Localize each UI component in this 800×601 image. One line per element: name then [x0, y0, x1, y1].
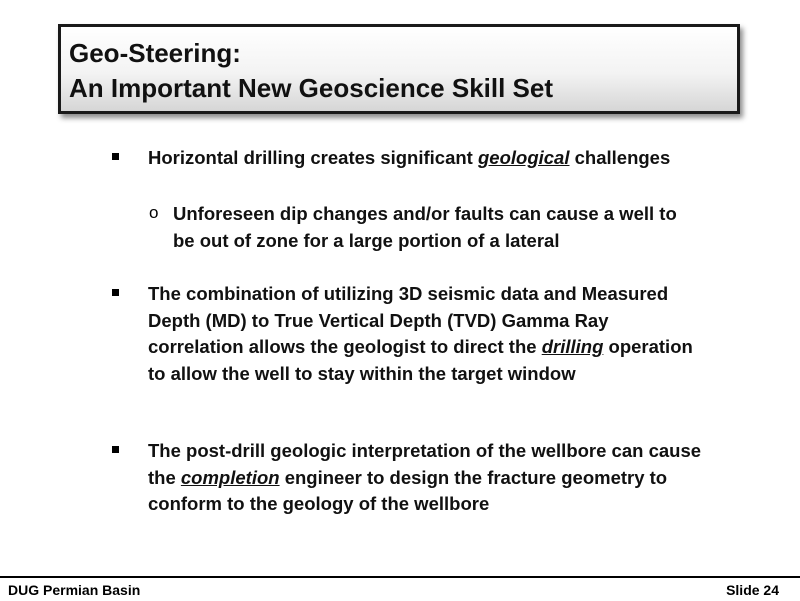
footer-slide-number: Slide 24 — [726, 582, 779, 598]
bullet-text-part: operation to allow the well to stay within the target window — [148, 336, 693, 384]
bullet-text-part: Horizontal drilling creates significant — [148, 147, 478, 168]
slide-title-line-2: An Important New Geoscience Skill Set — [69, 73, 554, 103]
sub-bullet-dip-changes — [149, 201, 703, 254]
bullet-text — [148, 145, 708, 172]
bullet-text-part: The post-drill geologic interpretation of the wellbore can cause the — [148, 440, 702, 488]
square-bullet-icon — [112, 289, 119, 296]
bullet-text — [148, 438, 708, 518]
sub-bullet-text: Unforeseen dip changes and/or faults can cause a well to be out of zone for a large portion of a lateral — [173, 203, 677, 251]
bullet-text-part: engineer to design the fracture geometry to conform to the geology of the wellbore — [148, 466, 668, 514]
emphasis-geological: geological — [477, 147, 570, 168]
square-bullet-icon — [112, 446, 119, 453]
bullet-3d-seismic — [148, 281, 708, 387]
bullet-horizontal-drilling — [148, 145, 708, 172]
bullet-text-part: challenges — [569, 147, 671, 168]
emphasis-completion: completion — [180, 466, 280, 488]
slide-title-box — [58, 24, 740, 114]
bullet-post-drill — [148, 438, 708, 518]
bullet-text-part: The combination of utilizing 3D seismic data and Measured Depth (MD) to True Vertical Depth (TVD) Gamma Ray correlation allows the geologist to direct the — [148, 283, 669, 357]
circle-bullet-icon: o — [149, 203, 159, 222]
slide-title-line-1: Geo-Steering: — [69, 38, 241, 68]
bullet-text — [148, 281, 708, 387]
footer-event-name: DUG Permian Basin — [8, 582, 141, 598]
square-bullet-icon — [112, 153, 119, 160]
slide-footer — [0, 576, 800, 600]
emphasis-drilling: drilling — [541, 336, 604, 357]
